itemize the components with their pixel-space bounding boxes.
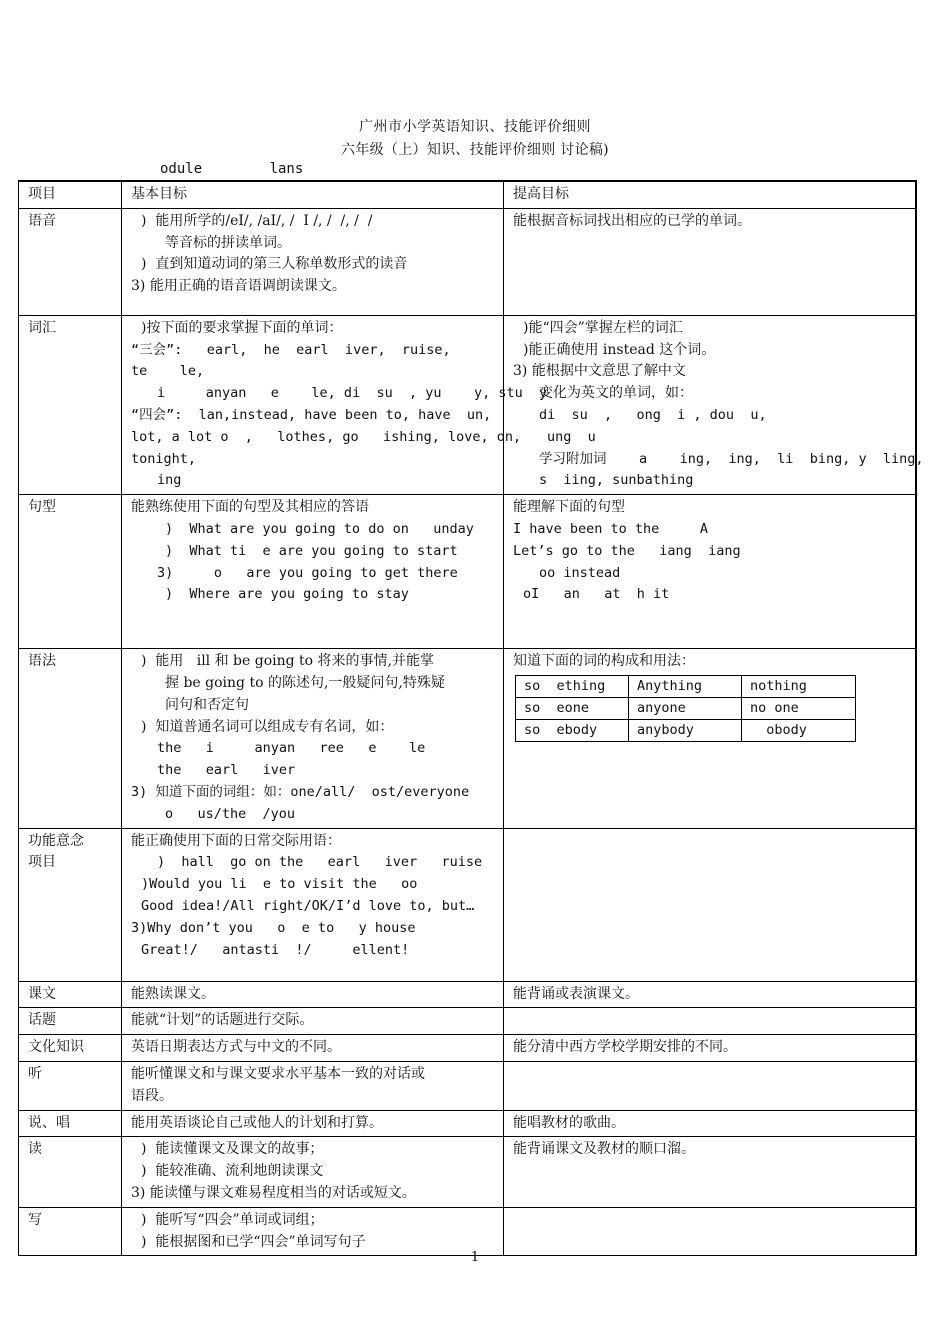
row-label: 文化知识 — [19, 1035, 122, 1062]
basic-line: Good idea!/All right/OK/I’d love to, but… — [141, 897, 475, 914]
advanced-cell — [504, 1207, 916, 1256]
basic-line: ing — [157, 472, 182, 489]
row-sentence-patterns — [19, 495, 916, 649]
row-text — [19, 981, 916, 1008]
row-listening — [19, 1061, 916, 1110]
advanced-cell: 能背诵或表演课文。 — [504, 981, 916, 1008]
row-writing — [19, 1207, 916, 1256]
pronoun-cell: nothing — [742, 675, 856, 697]
basic-line: 3) 能用正确的语音语调朗读课文。 — [131, 278, 346, 295]
row-label — [19, 828, 122, 981]
advanced-cell: 能唱教材的歌曲。 — [504, 1110, 916, 1137]
basic-cell — [122, 649, 504, 828]
pronoun-row — [516, 675, 856, 697]
basic-line: te le, — [131, 363, 205, 380]
basic-line: 3) 能读懂与课文难易程度相当的对话或短文。 — [131, 1184, 416, 1201]
advanced-line: )能“四会”掌握左栏的词汇 — [523, 319, 683, 336]
basic-line: 能正确使用下面的日常交际用语： — [131, 832, 341, 849]
advanced-cell — [504, 828, 916, 981]
row-speaking — [19, 1110, 916, 1137]
basic-line: ) 能较准确、流利地朗读课文 — [141, 1163, 324, 1180]
pronoun-row — [516, 719, 856, 741]
advanced-cell — [504, 495, 916, 649]
advanced-line: 学习附加词 a ing, ing, li bing, y ling, — [539, 450, 924, 467]
document-title: 广州市小学英语知识、技能评价细则 — [359, 119, 591, 135]
row-topic — [19, 1008, 916, 1035]
pronoun-row — [516, 697, 856, 719]
basic-cell — [122, 1137, 504, 1207]
basic-line: 能听懂课文和与课文要求水平基本一致的对话或 — [131, 1065, 425, 1082]
advanced-line: 变化为英文的单词，如： — [539, 385, 693, 402]
pronoun-cell: so eone — [516, 697, 629, 719]
pronoun-cell: so ething — [516, 675, 629, 697]
basic-line: 握 be going to 的陈述句,一般疑问句,特殊疑 — [165, 674, 445, 691]
advanced-line: I have been to the A — [513, 520, 709, 537]
basic-line: 3)Why don’t you o e to y house — [131, 919, 416, 936]
row-label: 听 — [19, 1061, 122, 1110]
header-item: 项目 — [19, 181, 122, 208]
header-row — [19, 181, 916, 208]
advanced-line: Let’s go to the iang iang — [513, 542, 741, 559]
advanced-line: 能理解下面的句型 — [513, 499, 625, 516]
row-label-line: 项目 — [28, 854, 56, 871]
row-pronunciation — [19, 208, 916, 315]
basic-line: o us/the /you — [165, 805, 296, 822]
basic-cell — [122, 1207, 504, 1256]
basic-line: i anyan e le, di su , yu y, stu y — [157, 385, 548, 402]
basic-cell: 能就“计划”的话题进行交际。 — [122, 1008, 504, 1035]
row-label-line: 功能意念 — [28, 832, 84, 849]
basic-line: 3) 知道下面的词组：如：one/all/ ost/everyone — [131, 783, 470, 800]
advanced-cell — [504, 649, 916, 828]
basic-cell: 英语日期表达方式与中文的不同。 — [122, 1035, 504, 1062]
basic-line: the i anyan ree e le — [157, 740, 426, 757]
row-label: 说、唱 — [19, 1110, 122, 1137]
advanced-cell: 能背诵课文及教材的顺口溜。 — [504, 1137, 916, 1207]
basic-line: Great!/ antasti !/ ellent! — [141, 941, 410, 958]
basic-cell — [122, 828, 504, 981]
basic-line: ) What ti e are you going to start — [165, 542, 458, 559]
basic-line: “三会”: earl, he earl iver, ruise, — [131, 341, 451, 358]
advanced-line: 能根据音标词找出相应的已学的单词。 — [513, 212, 751, 229]
basic-line: ) What are you going to do on unday — [165, 520, 474, 537]
page-number: 1 — [470, 1250, 480, 1265]
basic-line: ) 能用所学的/eI/, /aI/, / I /, / /, / / — [141, 212, 373, 229]
basic-cell: 能熟读课文。 — [122, 981, 504, 1008]
advanced-line: di su , ong i , dou u, — [539, 406, 767, 423]
basic-line: “四会”: lan,instead, have been to, have un, — [131, 406, 492, 423]
basic-line: )按下面的要求掌握下面的单词： — [141, 319, 343, 336]
advanced-cell — [504, 208, 916, 315]
advanced-line: oo instead — [539, 564, 621, 581]
row-label: 写 — [19, 1207, 122, 1256]
pronoun-cell: anyone — [629, 697, 742, 719]
basic-line: ) 能读懂课文及课文的故事； — [141, 1141, 324, 1158]
advanced-cell — [504, 315, 924, 494]
row-vocabulary — [19, 315, 916, 494]
row-label: 话题 — [19, 1008, 122, 1035]
pronoun-cell: Anything — [629, 675, 742, 697]
pronoun-cell: no one — [742, 697, 856, 719]
basic-line: 等音标的拼读单词。 — [165, 234, 291, 251]
basic-cell — [122, 495, 504, 649]
document-subtitle: 六年级（上）知识、技能评价细则 讨论稿) — [341, 142, 609, 158]
row-label: 语音 — [19, 208, 122, 315]
basic-cell — [122, 208, 504, 315]
pronoun-cell: so ebody — [516, 719, 629, 741]
row-label: 语法 — [19, 649, 122, 828]
indefinite-pronoun-table — [515, 675, 856, 742]
advanced-line: ung u — [547, 428, 596, 445]
row-label: 句型 — [19, 495, 122, 649]
header-basic: 基本目标 — [122, 181, 504, 208]
module-label: odule lans — [160, 161, 304, 177]
row-label: 词汇 — [19, 315, 122, 494]
basic-line: ) hall go on the earl iver ruise — [157, 854, 483, 871]
basic-line: ) 直到知道动词的第三人称单数形式的读音 — [141, 256, 408, 273]
row-reading — [19, 1137, 916, 1207]
row-label: 读 — [19, 1137, 122, 1207]
basic-line: ) 能用 ill 和 be going to 将来的事情,并能掌 — [141, 653, 434, 670]
row-grammar — [19, 649, 916, 828]
basic-line: 语段。 — [131, 1087, 173, 1104]
basic-line: ) 能听写“四会”单词或词组； — [141, 1211, 324, 1228]
basic-line: 问句和否定句 — [165, 696, 249, 713]
basic-line: tonight, — [131, 450, 197, 467]
basic-cell: 能用英语谈论自己或他人的计划和打算。 — [122, 1110, 504, 1137]
basic-line: 能熟练使用下面的句型及其相应的答语 — [131, 499, 369, 516]
row-culture — [19, 1035, 916, 1062]
advanced-line: 知道下面的词的构成和用法： — [513, 653, 695, 670]
advanced-line: oI an at h it — [523, 586, 670, 603]
header-advanced: 提高目标 — [504, 181, 916, 208]
basic-line: ) 能根据图和已学“四会”单词写句子 — [141, 1233, 366, 1250]
row-functions — [19, 828, 916, 981]
basic-cell — [122, 1061, 504, 1110]
advanced-line: )能正确使用 instead 这个词。 — [523, 341, 716, 358]
advanced-cell — [504, 1061, 916, 1110]
advanced-line: 3) 能根据中文意思了解中文 — [513, 363, 686, 380]
basic-line: lot, a lot o , lothes, go ishing, love, on, — [131, 428, 522, 445]
row-label: 课文 — [19, 981, 122, 1008]
advanced-line: s iing, sunbathing — [539, 472, 694, 489]
pronoun-cell: anybody — [629, 719, 742, 741]
advanced-cell: 能分清中西方学校学期安排的不同。 — [504, 1035, 916, 1062]
evaluation-table — [18, 180, 924, 1256]
basic-line: 3) o are you going to get there — [157, 564, 458, 581]
basic-line: ) Where are you going to stay — [165, 586, 409, 603]
pronoun-cell: obody — [742, 719, 856, 741]
advanced-cell — [504, 1008, 916, 1035]
basic-line: )Would you li e to visit the oo — [141, 876, 418, 893]
basic-cell — [122, 315, 548, 494]
basic-line: ) 知道普通名词可以组成专有名词，如： — [141, 718, 394, 735]
basic-line: the earl iver — [157, 762, 296, 779]
